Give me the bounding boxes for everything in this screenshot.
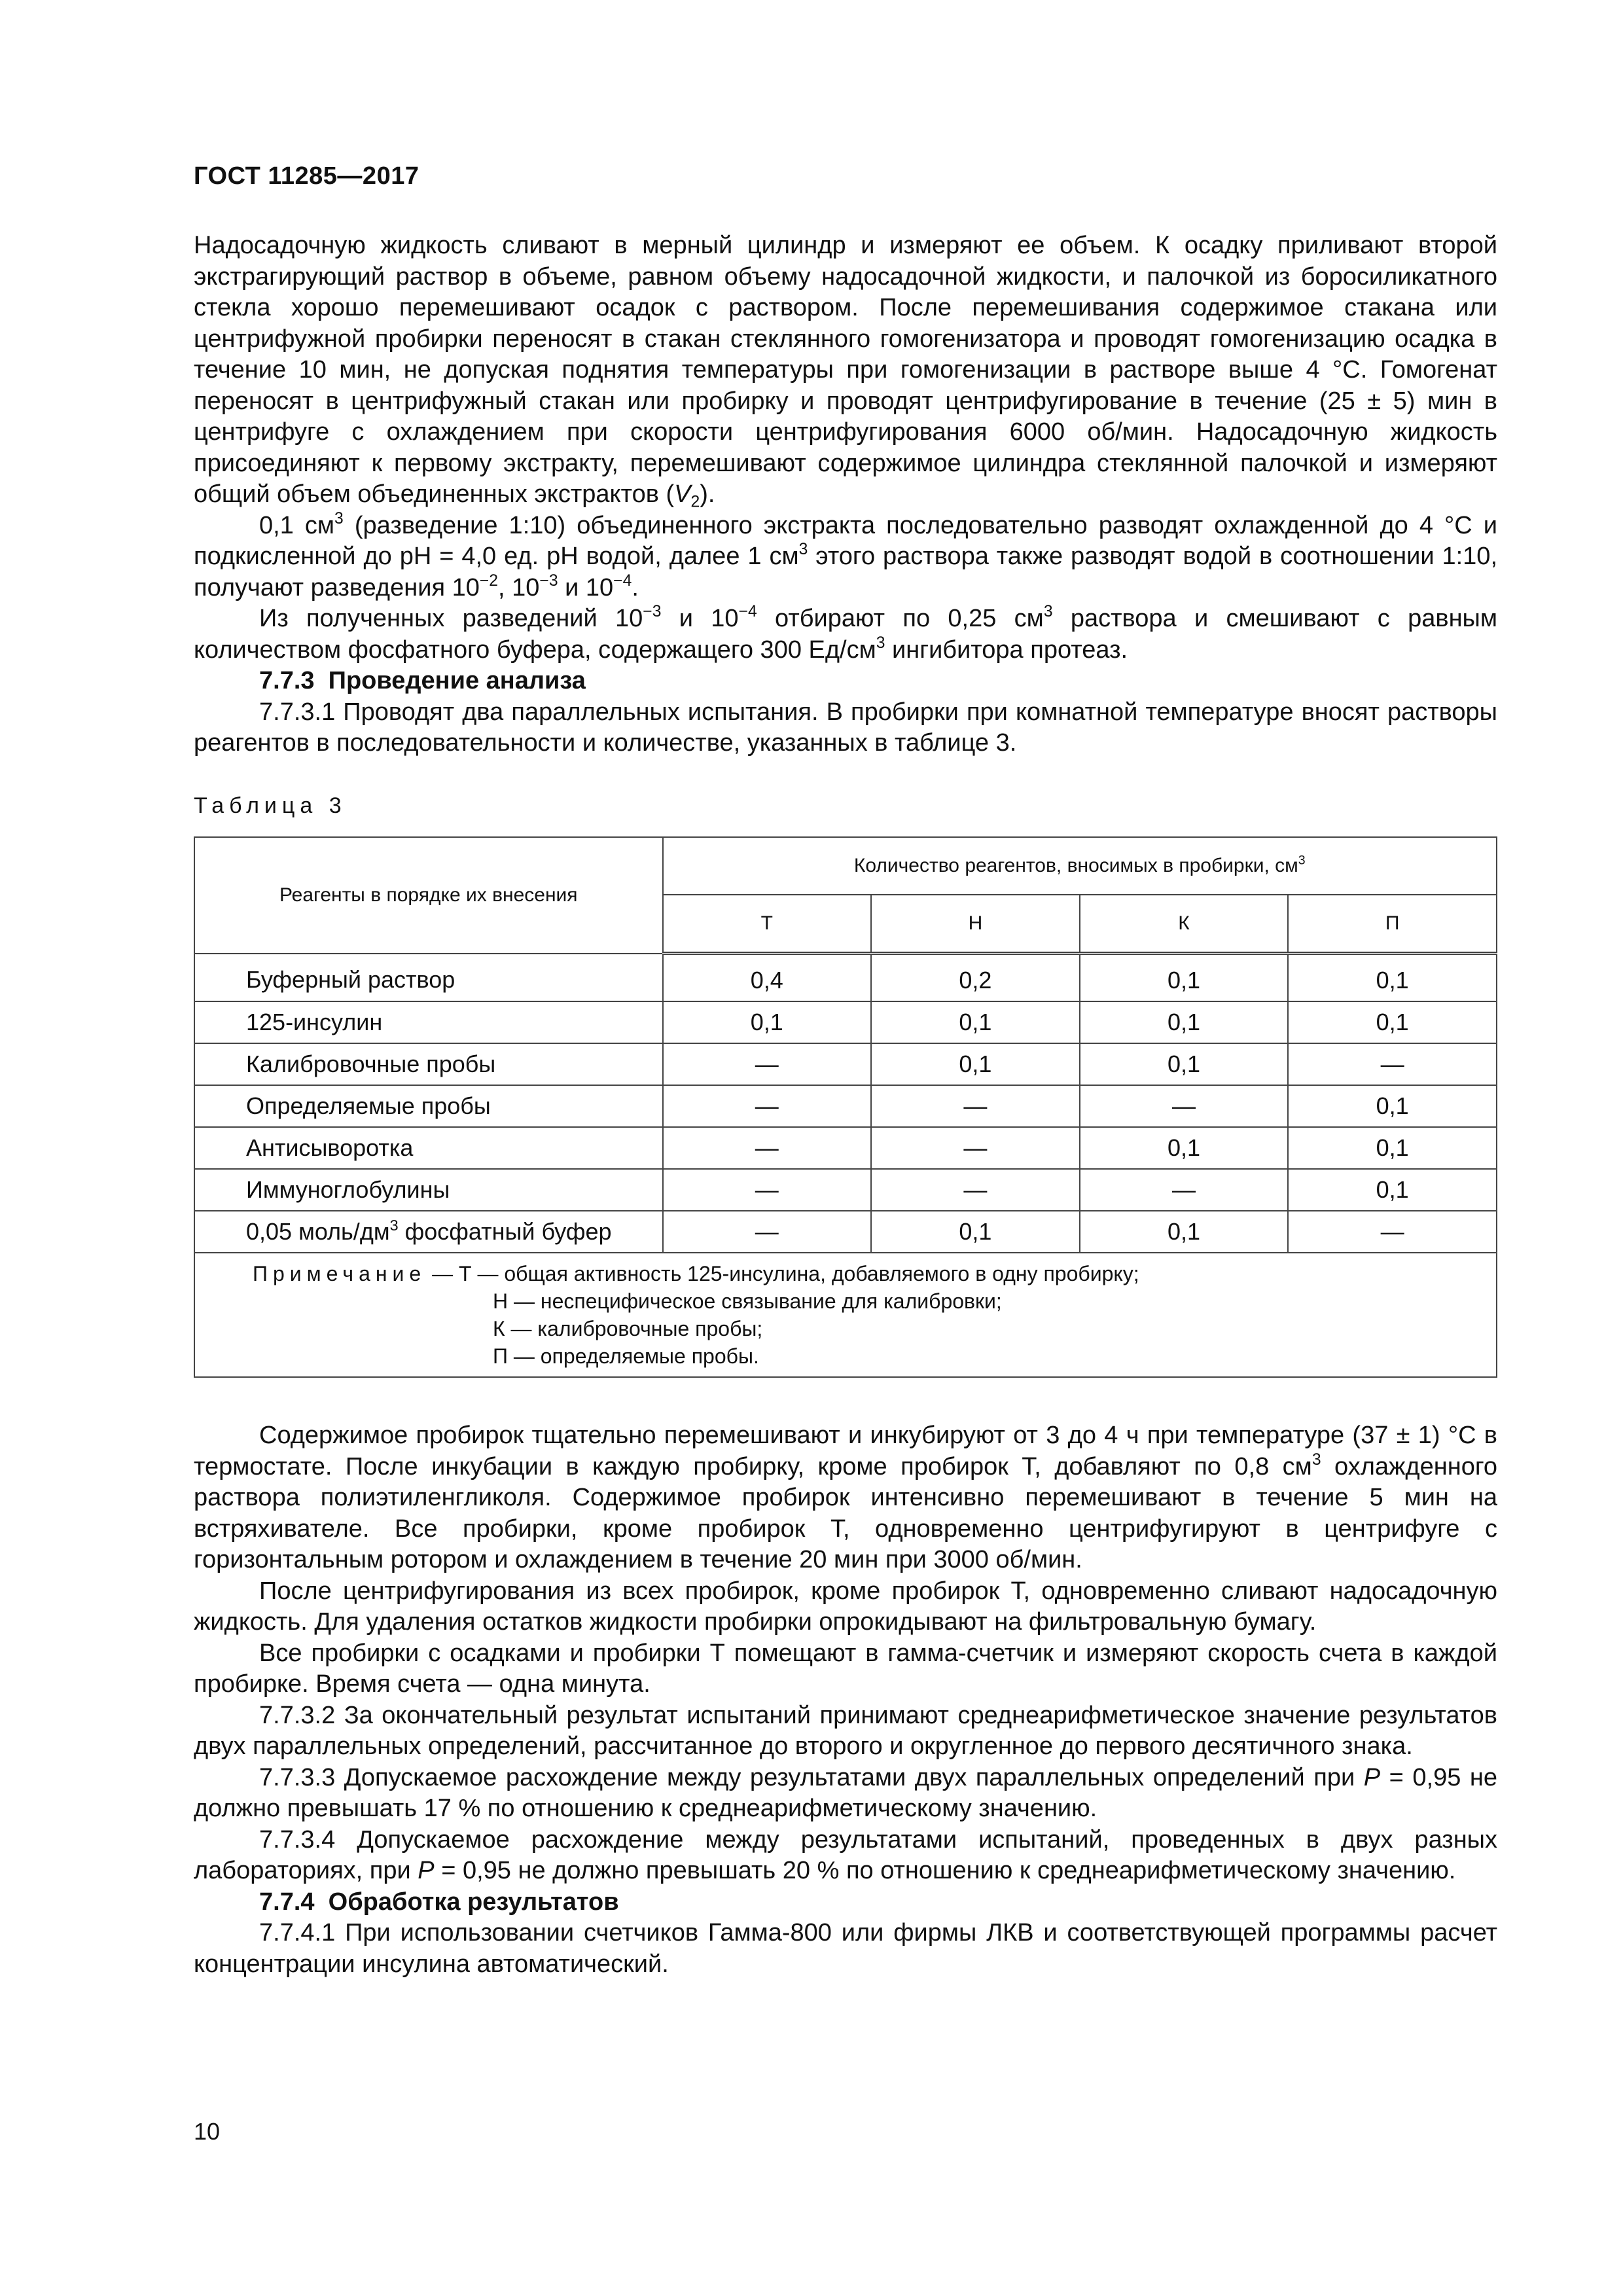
table-cell: 0,4 (663, 954, 872, 1002)
table-row (194, 1169, 1497, 1211)
paragraph: Надосадочную жидкость сливают в мерный цилиндр и измеряют ее объем. К осадку приливают второй экстрагирующий раствор в объеме, равном объему надосадочной жидкости, и палочкой из боросиликатного стекла хорошо перемешивают осадок с раствором. После перемешивания содержимое стакана или центрифужной пробирки переносят в стакан стеклянного гомогенизатора и проводят гомогенизацию осадка в течение 10 мин, не допуская поднятия температуры при гомогенизации в растворе выше 4 °С. Гомогенат переносят в центрифужный стакан или пробирку и проводят центрифугирование в течение (25 ± 5) мин в центрифуге с охлаждением при скорости центрифугирования 6000 об/мин. Надосадочную жидкость присоединяют к первому экстракту, перемешивают содержимое цилиндра стеклянной палочкой и измеряют общий объем объединенных экстрактов $(V_2)$. (194, 232, 1497, 511)
section-heading: 7.7.4 Обработка результатов (259, 1888, 619, 1916)
table-cell: — (663, 1085, 872, 1127)
table-cell: — (663, 1211, 872, 1253)
paragraph: Из полученных разведений $10^{-3}$ и $10^{-4}$ отбирают по 0,25 $см^3$ раствора и смешивают с равным количеством фосфатного буфера, содержащего 300 $Ед/см^3$ ингибитора протеаз. (194, 603, 1497, 664)
section-heading: 7.7.3 Проведение анализа (259, 667, 586, 694)
table-cell: — (663, 1043, 872, 1085)
table-cell: 0,1 (1080, 1127, 1289, 1169)
paragraph: 7.7.3.2 За окончательный результат испытаний принимают среднеарифметическое значение результатов двух параллельных определений, рассчитанное до второго и округленное до первого десятичного знака. (194, 1701, 1497, 1760)
table-row (194, 1085, 1497, 1127)
table-cell: 0,1 (1288, 1085, 1497, 1127)
table-cell: 0,1 (1080, 954, 1289, 1002)
table-cell: 0,1 (1080, 1001, 1289, 1043)
table-row (194, 1211, 1497, 1253)
table-cell: — (871, 1169, 1080, 1211)
table-cell: 0,1 (1288, 1001, 1497, 1043)
table-cell-reagent: 125-инсулин (194, 1001, 663, 1043)
paragraph: 0,1 $см^3$ (разведение 1:10) объединенного экстракта последовательно разводят охлажденной до 4 °С и подкисленной до pH = 4,0 ед. pH водой, далее 1 $см^3$ этого раствора также разводят водой в соотношении 1:10, получают разведения $10^{-2}$, $10^{-3}$ и $10^{-4}$. (194, 509, 1498, 601)
table-cell-reagent: Антисыворотка (194, 1127, 663, 1169)
table-cell: — (871, 1085, 1080, 1127)
table-subheader: К (1080, 895, 1289, 954)
table-row (194, 1043, 1497, 1085)
paragraph: 7.7.3.1 Проводят два параллельных испытания. В пробирки при комнатной температуре вносят растворы реагентов в последовательности и количестве, указанных в таблице 3. (194, 698, 1497, 757)
table-cell-reagent: Определяемые пробы (194, 1085, 663, 1127)
table-cell-reagent: Калибровочные пробы (194, 1043, 663, 1085)
table-cell: 0,1 (1080, 1211, 1289, 1253)
table-cell: — (663, 1127, 872, 1169)
table-cell: 0,1 (1288, 1127, 1497, 1169)
table-cell: — (1288, 1043, 1497, 1085)
document-header: ГОСТ 11285—2017 (194, 162, 419, 190)
table-row (194, 1001, 1497, 1043)
table-header-quantity: Количество реагентов, вносимых в пробирки, $см^3$ (663, 837, 1497, 895)
text-block-upper (194, 230, 1497, 759)
text-block-lower (194, 1420, 1497, 1980)
table-cell-reagent: 0,05 моль/$дм^3$ фосфатный буфер (194, 1211, 663, 1253)
table-cell: — (1080, 1169, 1289, 1211)
paragraph: 7.7.3.4 Допускаемое расхождение между результатами испытаний, проведенных в двух разных лабораториях, при P = 0,95 не должно превышать 20 % по отношению к среднеарифметическому значению. (194, 1825, 1497, 1884)
table-cell-reagent: Буферный раствор (194, 954, 663, 1002)
table-cell: 0,1 (1080, 1043, 1289, 1085)
table-cell: — (1080, 1085, 1289, 1127)
table-cell: 0,1 (871, 1001, 1080, 1043)
table-cell: — (871, 1127, 1080, 1169)
paragraph: 7.7.3.3 Допускаемое расхождение между результатами двух параллельных определений при P = 0,95 не должно превышать 17 % по отношению к среднеарифметическому значению. (194, 1763, 1497, 1822)
table-note-row (194, 1253, 1497, 1377)
paragraph: 7.7.4.1 При использовании счетчиков Гамма-800 или фирмы ЛКВ и соответствующей программы расчет концентрации инсулина автоматический. (194, 1919, 1497, 1978)
table-note: Примечание — Т — общая активность 125-инсулина, добавляемого в одну пробирку; Н — неспецифическое связывание для калибровки; К — калибровочные пробы; П — определяемые пробы. (194, 1253, 1497, 1377)
table-subheader: Т (663, 895, 872, 954)
paragraph: Содержимое пробирок тщательно перемешивают и инкубируют от 3 до 4 ч при температуре (37 ± 1) °С в термостате. После инкубации в каждую пробирку, кроме пробирок Т, добавляют по 0,8 $см^3$ охлажденного раствора полиэтиленгликоля. Содержимое пробирок интенсивно перемешивают в течение 5 мин на встряхивателе. Все пробирки, кроме пробирок Т, одновременно центрифугируют в центрифуге с горизонтальным ротором и охлаждением в течение 20 мин при 3000 об/мин. (194, 1422, 1498, 1573)
table-cell: 0,1 (871, 1211, 1080, 1253)
table-row (194, 954, 1497, 1002)
table-cell: 0,2 (871, 954, 1080, 1002)
paragraph: После центрифугирования из всех пробирок, кроме пробирок Т, одновременно сливают надосадочную жидкость. Для удаления остатков жидкости пробирки опрокидывают на фильтровальную бумагу. (194, 1577, 1497, 1636)
reagents-table (194, 836, 1497, 1378)
table-cell: — (1288, 1211, 1497, 1253)
table-subheader: П (1288, 895, 1497, 954)
table-subheader: Н (871, 895, 1080, 954)
table-cell: 0,1 (1288, 954, 1497, 1002)
table-caption: Таблица 3 (194, 793, 347, 818)
table-cell: 0,1 (1288, 1169, 1497, 1211)
table-cell: — (663, 1169, 872, 1211)
table-cell-reagent: Иммуноглобулины (194, 1169, 663, 1211)
table-cell: 0,1 (663, 1001, 872, 1043)
table-cell: 0,1 (871, 1043, 1080, 1085)
page-number: 10 (194, 2118, 221, 2145)
table-row (194, 1127, 1497, 1169)
table-header-reagents: Реагенты в порядке их внесения (194, 837, 663, 954)
paragraph: Все пробирки с осадками и пробирки Т помещают в гамма-счетчик и измеряют скорость счета в каждой пробирке. Время счета — одна минута. (194, 1639, 1497, 1698)
